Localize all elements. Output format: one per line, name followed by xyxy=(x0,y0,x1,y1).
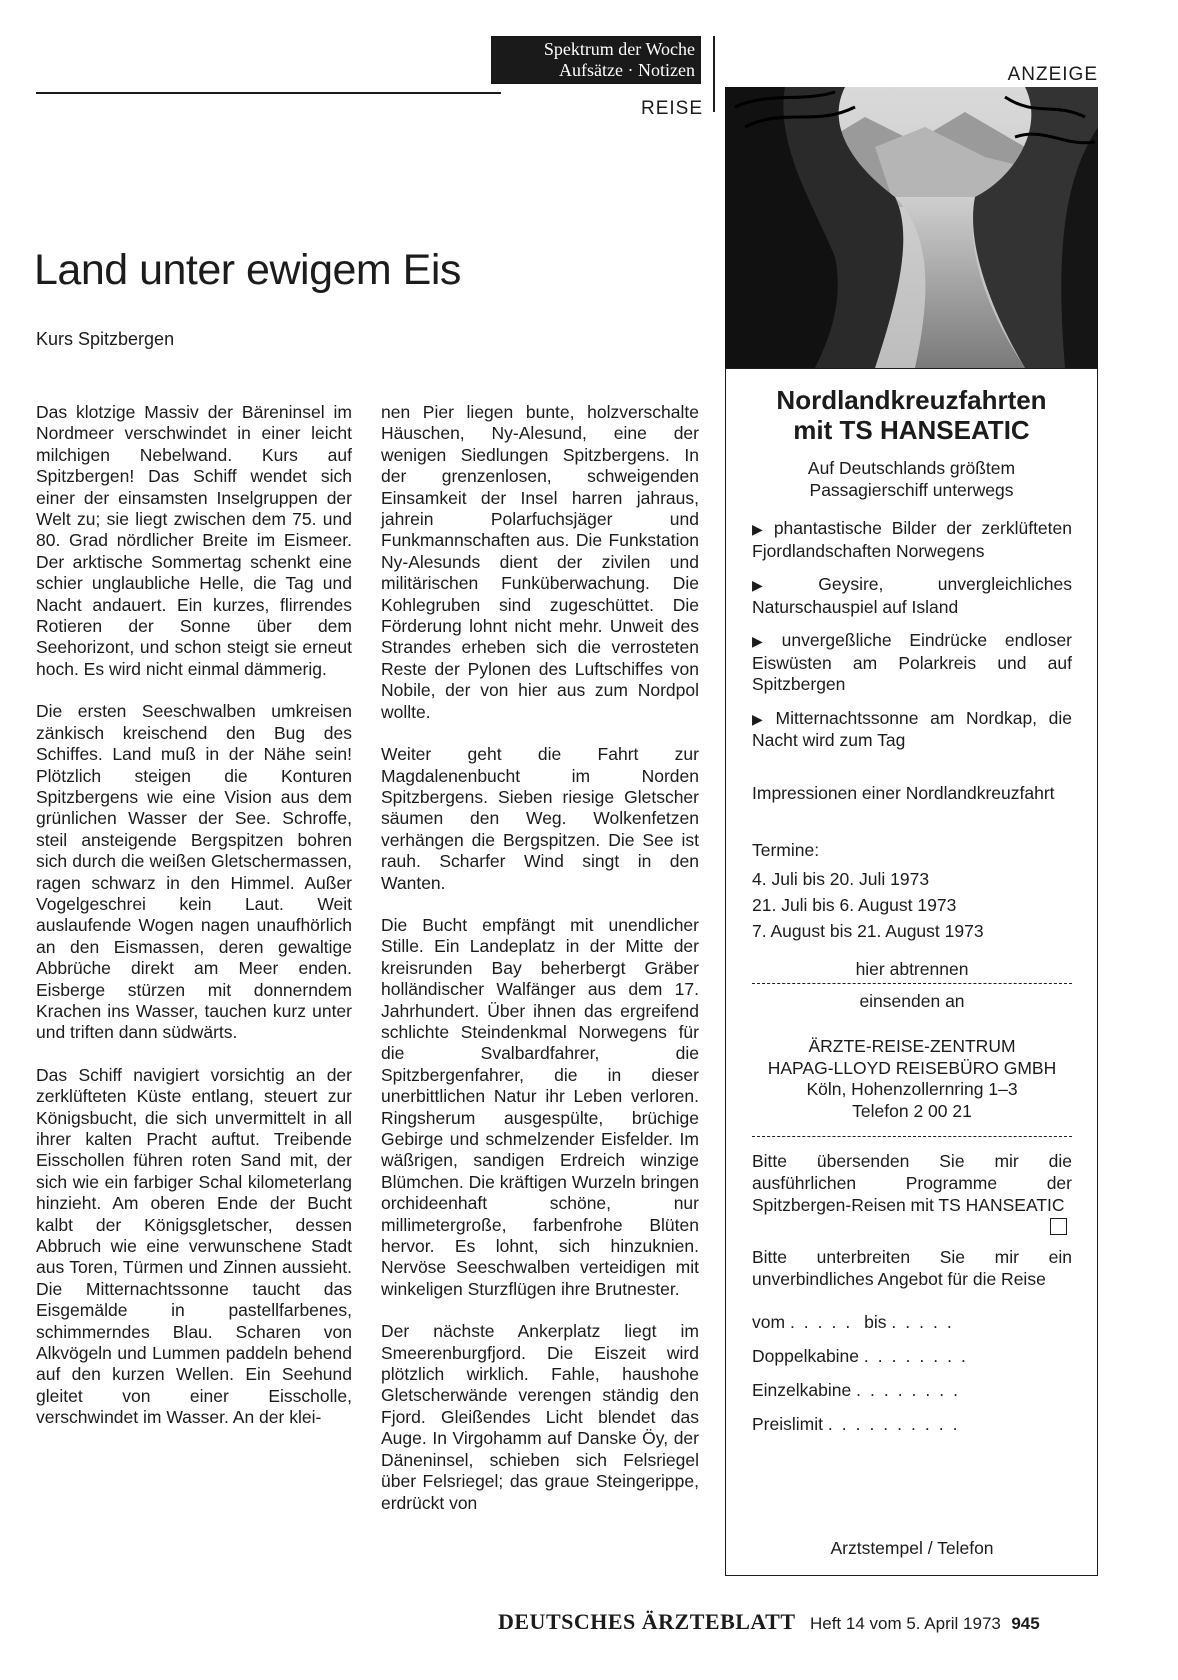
form-fill-dots[interactable]: .......... xyxy=(827,1414,967,1434)
ad-feature-item xyxy=(752,708,1072,752)
triangle-bullet-icon: ▶ xyxy=(752,633,776,649)
ad-feature-item xyxy=(752,518,1072,562)
ad-dates-label: Termine: xyxy=(752,840,820,860)
form-row-dates xyxy=(752,1312,1072,1333)
form-row-price xyxy=(752,1414,1072,1435)
paragraph: Weiter geht die Fahrt zur Magdalenenbucht im Norden Spitzbergens. Sieben riesige Gletscher säumen den Weg. Wolkenfetzen verhängen die Bergspitzen. Die See ist rauh. Scharfer Wind singt in den Wanten. xyxy=(381,744,699,893)
address-line: Köln, Hohenzollernring 1–3 xyxy=(806,1079,1018,1099)
address-line: HAPAG-LLOYD REISEBÜRO GMBH xyxy=(767,1057,1057,1078)
ad-title xyxy=(725,385,1098,445)
form-double-label: Doppelkabine xyxy=(752,1346,860,1366)
paragraph: Die Bucht empfängt mit unendlicher Stille. Ein Landeplatz in der Mitte der kreisrunden Bay beherbergt Gräber holländischer Walfänger aus dem 17. Jahrhundert. Über ihnen das ergreifend schlichte Steindenkmal Norwegens für die Svalbardfahrer, die Spitzbergenfahrer, die in dieser unerbittlichen Natur ihr Leben verloren. Ringsherum ausgespülte, brüchige Gebirge und schmelzender Eisfelder. Im wäßrigen, sandigen Erdreich winzige Blümchen. Die kräftigen Wurzeln bringen orchideenhaft schöne, nur millimetergroße, farbenfrohe Blüten hervor. Es lohnt, sich hinzuknien. Nervöse Seeschwalben verteidigen mit winkeligen Sturzflügen ihre Brutnester. xyxy=(381,914,699,1299)
ad-feature-item xyxy=(752,574,1072,618)
form-fill-dots[interactable]: ........ xyxy=(863,1346,975,1366)
form-from-label: vom xyxy=(752,1312,786,1332)
triangle-bullet-icon: ▶ xyxy=(752,577,813,593)
triangle-bullet-icon: ▶ xyxy=(752,521,768,537)
paragraph: Die ersten Seeschwalben umkreisen zänkisch kreischend den Bug des Schiffes. Land muß in der Nähe sein! Plötzlich steigen die Konturen Spitzbergens wie eine Vision aus dem grünlichen Wasser der See. Schroffe, steil ansteigende Bergspitzen bohren sich durch die weißen Gletschermassen, ragen schwarz in den Himmel. Außer Vogelgeschrei kein Laut. Weit auslaufende Wogen nagen unaufhörlich an den Eismassen, deren gewaltige Abbrüche direkt am Meer enden. Eisberge stürzen mit donnerndem Krachen ins Wasser, tauchen kurz unter und triften dann südwärts. xyxy=(36,701,352,1043)
article-column-2 xyxy=(381,402,699,1535)
cut-here-label: hier abtrennen xyxy=(855,959,969,979)
ad-feature-text: unvergeßliche Eindrücke endloser Eiswüsten am Polarkreis und auf Spitzbergen xyxy=(752,630,1072,694)
cut-line xyxy=(752,983,1072,984)
section-label-line2: Aufsätze · Notizen xyxy=(559,60,695,80)
paragraph: Das Schiff navigiert vorsichtig an der zerklüfteten Küste entlang, steuert zur Königsbucht, die sich unvermittelt in all ihrer kalten Pracht auftut. Treibende Eisschollen führen roten Sand mit, der sich wie ein farbiger Schal kilometerlang hinzieht. Am oberen Ende der Bucht kalbt der Königsgletscher, dessen Abbruch wie eine verwunschene Stadt aus Toren, Türmen und Zinnen aussieht. Die Mitternachtssonne taucht das Eisgemälde in pastellfarbenes, schimmerndes Blau. Scharen von Alkvögeln und Lummen paddeln behend auf den kurzen Wellen. Ein Seehund gleitet von einer Eisscholle, verschwindet im Wasser. An der klei- xyxy=(36,1064,352,1428)
form-row-double xyxy=(752,1346,1072,1367)
ad-address xyxy=(752,1036,1072,1122)
article-column-1 xyxy=(36,402,352,1450)
form-fill-dots[interactable]: ..... xyxy=(789,1312,860,1332)
send-to-label: einsenden an xyxy=(859,991,965,1011)
section-label xyxy=(491,36,701,84)
category-label: REISE xyxy=(640,98,703,119)
request-programs-checkbox[interactable] xyxy=(1050,1218,1067,1235)
ad-feature-text: Geysire, unvergleichliches Naturschauspiel auf Island xyxy=(752,574,1072,617)
stamp-label: Arztstempel / Telefon xyxy=(830,1538,994,1558)
ad-subtitle xyxy=(725,457,1098,501)
address-line: Telefon 2 00 21 xyxy=(852,1100,972,1121)
form-row-single xyxy=(752,1380,1072,1401)
header-rule xyxy=(36,92,501,94)
form-divider xyxy=(752,1136,1072,1137)
page-number: 945 xyxy=(1011,1614,1040,1633)
ad-subtitle-line2: Passagierschiff unterwegs xyxy=(809,480,1014,500)
request-programs-text: Bitte übersenden Sie mir die ausführlichen Programme der Spitzbergen-Reisen mit TS HANSEATIC xyxy=(752,1151,1072,1215)
ad-feature-list xyxy=(752,518,1072,764)
magazine-name: DEUTSCHES ÄRZTEBLATT xyxy=(498,1609,796,1634)
form-fill-dots[interactable]: ..... xyxy=(891,1312,961,1332)
ad-feature-text: phantastische Bilder der zerklüfteten Fjordlandschaften Norwegens xyxy=(752,518,1072,561)
request-offer-text: Bitte unterbreiten Sie mir ein unverbindliches Angebot für die Reise xyxy=(752,1247,1072,1289)
form-price-label: Preislimit xyxy=(752,1414,823,1434)
triangle-bullet-icon: ▶ xyxy=(752,710,770,727)
address-line: ÄRZTE-REISE-ZENTRUM xyxy=(808,1036,1016,1056)
ad-impressions: Impressionen einer Nordlandkreuzfahrt xyxy=(752,783,1055,803)
form-to-label: bis xyxy=(864,1312,887,1332)
article-title: Land unter ewigem Eis xyxy=(34,246,461,294)
section-label-line1: Spektrum der Woche xyxy=(543,39,695,59)
paragraph: Der nächste Ankerplatz liegt im Smeerenburgfjord. Die Eiszeit wird plötzlich wirklich. Fahle, haushohe Gletscherwände verengen ständig den Fjord. Gleißendes Licht blendet das Auge. In Virgohamm auf Danske Öy, der Däneninsel, schieben sich Felsriegel über Felsriegel; das graue Steingerippe, erdrückt von xyxy=(381,1321,699,1513)
ad-feature-item xyxy=(752,630,1072,696)
issue-info: Heft 14 vom 5. April 1973 xyxy=(809,1614,1001,1633)
article-subtitle: Kurs Spitzbergen xyxy=(36,329,175,349)
ad-title-line1: Nordlandkreuzfahrten xyxy=(776,385,1047,415)
paragraph: nen Pier liegen bunte, holzverschalte Häuschen, Ny-Alesund, eine der wenigen Siedlungen Spitzbergens. In der grenzenlosen, schweigenden Einsamkeit der Insel harren jahraus, jahrein Polarfuchsjäger und Funkmannschaften aus. Die Funkstation Ny-Alesunds dient der zivilen und militärischen Funküberwachung. Die Kohlegruben sind zugeschüttet. Die Förderung lohnt nicht mehr. Unweit des Strandes erheben sich die verrosteten Reste der Pylonen des Luftschiffes von Nobile, der von hier aus zum Nordpol wollte. xyxy=(381,402,699,722)
page-footer xyxy=(498,1609,1040,1635)
column-divider xyxy=(713,36,715,112)
ad-dates xyxy=(752,866,984,944)
ad-feature-text: Mitternachtssonne am Nordkap, die Nacht wird zum Tag xyxy=(752,707,1072,750)
ad-subtitle-line1: Auf Deutschlands größtem xyxy=(807,458,1016,478)
ad-date: 7. August bis 21. August 1973 xyxy=(752,921,984,941)
form-fill-dots[interactable]: ........ xyxy=(856,1380,968,1400)
paragraph: Das klotzige Massiv der Bäreninsel im Nordmeer verschwindet in einer leicht milchigen Nebelwand. Kurs auf Spitzbergen! Das Schiff wendet sich einer der einsamsten Inselgruppen der Welt zu; sie liegt zwischen dem 75. und 80. Grad nördlicher Breite im Eismeer. Der arktische Sommertag schenkt eine schier unglaubliche Helle, die Tag und Nacht andauert. Ein kurzes, flirrendes Rotieren der Sonne über dem Seehorizont, und schon steigt sie erneut hoch. Es wird nicht einmal dämmerig. xyxy=(36,402,352,679)
ad-title-line2: mit TS HANSEATIC xyxy=(793,415,1030,445)
fjord-photo xyxy=(725,87,1098,368)
ad-label: ANZEIGE xyxy=(1007,64,1098,85)
ad-date: 21. Juli bis 6. August 1973 xyxy=(752,895,957,915)
form-single-label: Einzelkabine xyxy=(752,1380,852,1400)
ad-date: 4. Juli bis 20. Juli 1973 xyxy=(752,869,930,889)
